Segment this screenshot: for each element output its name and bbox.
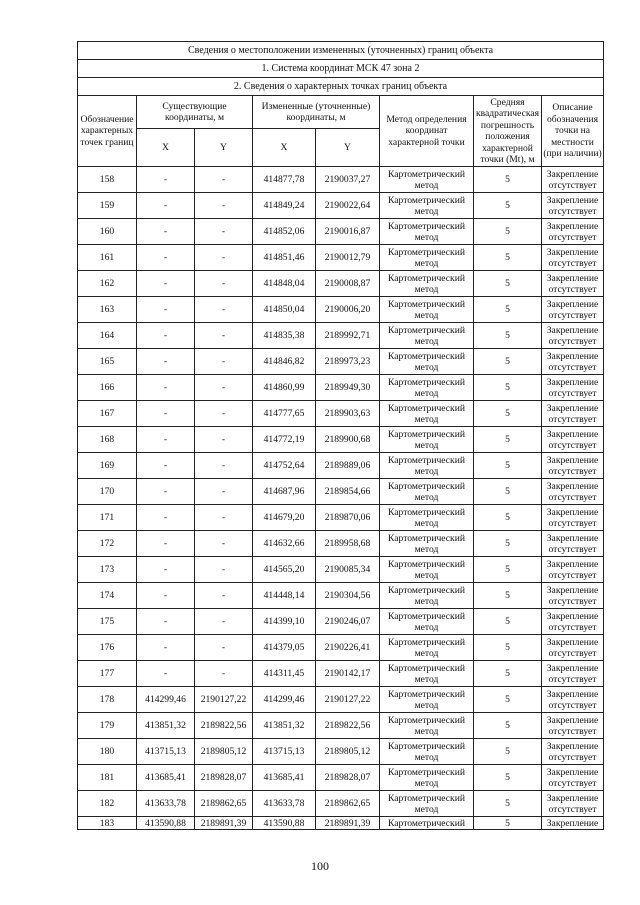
changed-y-cell: 2189958,68 bbox=[316, 531, 380, 557]
point-cell: 167 bbox=[78, 401, 137, 427]
existing-x-cell: - bbox=[137, 531, 195, 557]
method-cell: Картометрический метод bbox=[380, 635, 474, 661]
accuracy-cell: 5 bbox=[474, 557, 542, 583]
method-cell: Картометрический метод bbox=[380, 297, 474, 323]
changed-x-cell: 414632,66 bbox=[253, 531, 316, 557]
table-row bbox=[78, 271, 604, 297]
description-cell: Закрепление отсутствует bbox=[542, 531, 604, 557]
accuracy-cell: 5 bbox=[474, 297, 542, 323]
existing-y-cell: - bbox=[195, 271, 253, 297]
point-cell: 168 bbox=[78, 427, 137, 453]
accuracy-cell: 5 bbox=[474, 531, 542, 557]
header-method: Метод определения координат характерной точки bbox=[380, 96, 474, 167]
description-cell: Закрепление отсутствует bbox=[542, 557, 604, 583]
accuracy-cell: 5 bbox=[474, 401, 542, 427]
changed-y-cell: 2189870,06 bbox=[316, 505, 380, 531]
method-cell: Картометрический метод bbox=[380, 349, 474, 375]
point-cell: 165 bbox=[78, 349, 137, 375]
accuracy-cell: 5 bbox=[474, 661, 542, 687]
changed-y-cell: 2189992,71 bbox=[316, 323, 380, 349]
existing-y-cell: 2189822,56 bbox=[195, 713, 253, 739]
existing-x-cell: - bbox=[137, 505, 195, 531]
table-row bbox=[78, 323, 604, 349]
accuracy-cell: 5 bbox=[474, 453, 542, 479]
header-existing-x: X bbox=[137, 129, 195, 167]
description-cell: Закрепление отсутствует bbox=[542, 635, 604, 661]
description-cell: Закрепление отсутствует bbox=[542, 245, 604, 271]
table-row bbox=[78, 817, 604, 830]
coordinates-table bbox=[77, 41, 604, 830]
point-cell: 164 bbox=[78, 323, 137, 349]
method-cell: Картометрический метод bbox=[380, 739, 474, 765]
description-cell: Закрепление отсутствует bbox=[542, 687, 604, 713]
method-cell: Картометрический метод bbox=[380, 583, 474, 609]
method-cell: Картометрический метод bbox=[380, 661, 474, 687]
existing-x-cell: 413590,88 bbox=[137, 817, 195, 830]
accuracy-cell: 5 bbox=[474, 479, 542, 505]
method-cell: Картометрический метод bbox=[380, 375, 474, 401]
changed-x-cell: 414687,96 bbox=[253, 479, 316, 505]
description-cell: Закрепление отсутствует bbox=[542, 765, 604, 791]
changed-y-cell: 2189900,68 bbox=[316, 427, 380, 453]
table-row bbox=[78, 401, 604, 427]
description-cell: Закрепление отсутствует bbox=[542, 401, 604, 427]
changed-y-cell: 2190085,34 bbox=[316, 557, 380, 583]
changed-y-cell: 2189903,63 bbox=[316, 401, 380, 427]
method-cell: Картометрический метод bbox=[380, 401, 474, 427]
accuracy-cell: 5 bbox=[474, 713, 542, 739]
changed-x-cell: 414565,20 bbox=[253, 557, 316, 583]
changed-x-cell: 413715,13 bbox=[253, 739, 316, 765]
existing-y-cell: - bbox=[195, 453, 253, 479]
description-cell: Закрепление отсутствует bbox=[542, 375, 604, 401]
changed-y-cell: 2190226,41 bbox=[316, 635, 380, 661]
method-cell: Картометрический метод bbox=[380, 557, 474, 583]
description-cell: Закрепление отсутствует bbox=[542, 453, 604, 479]
existing-x-cell: - bbox=[137, 167, 195, 193]
accuracy-cell: 5 bbox=[474, 635, 542, 661]
table-row bbox=[78, 635, 604, 661]
existing-x-cell: - bbox=[137, 453, 195, 479]
accuracy-cell: 5 bbox=[474, 687, 542, 713]
changed-x-cell: 414448,14 bbox=[253, 583, 316, 609]
changed-x-cell: 414777,65 bbox=[253, 401, 316, 427]
header-existing-coordinates: Существующие координаты, м bbox=[137, 96, 253, 129]
description-cell: Закрепление отсутствует bbox=[542, 193, 604, 219]
existing-y-cell: - bbox=[195, 661, 253, 687]
description-cell: Закрепление отсутствует bbox=[542, 505, 604, 531]
existing-y-cell: - bbox=[195, 245, 253, 271]
point-cell: 166 bbox=[78, 375, 137, 401]
table-row bbox=[78, 453, 604, 479]
table-row bbox=[78, 479, 604, 505]
changed-y-cell: 2190304,56 bbox=[316, 583, 380, 609]
changed-x-cell: 414772,19 bbox=[253, 427, 316, 453]
accuracy-cell: 5 bbox=[474, 505, 542, 531]
existing-x-cell: - bbox=[137, 583, 195, 609]
point-cell: 170 bbox=[78, 479, 137, 505]
existing-x-cell: - bbox=[137, 245, 195, 271]
existing-y-cell: - bbox=[195, 427, 253, 453]
changed-y-cell: 2190008,87 bbox=[316, 271, 380, 297]
accuracy-cell: 5 bbox=[474, 817, 542, 830]
point-cell: 181 bbox=[78, 765, 137, 791]
changed-x-cell: 414860,99 bbox=[253, 375, 316, 401]
existing-x-cell: 413851,32 bbox=[137, 713, 195, 739]
method-cell: Картометрический метод bbox=[380, 219, 474, 245]
existing-y-cell: 2189862,65 bbox=[195, 791, 253, 817]
description-cell: Закрепление отсутствует bbox=[542, 219, 604, 245]
accuracy-cell: 5 bbox=[474, 791, 542, 817]
changed-x-cell: 413685,41 bbox=[253, 765, 316, 791]
accuracy-cell: 5 bbox=[474, 219, 542, 245]
description-cell: Закрепление отсутствует bbox=[542, 167, 604, 193]
existing-x-cell: - bbox=[137, 323, 195, 349]
changed-y-cell: 2189889,06 bbox=[316, 453, 380, 479]
changed-y-cell: 2189822,56 bbox=[316, 713, 380, 739]
accuracy-cell: 5 bbox=[474, 167, 542, 193]
point-cell: 172 bbox=[78, 531, 137, 557]
changed-y-cell: 2189828,07 bbox=[316, 765, 380, 791]
point-cell: 176 bbox=[78, 635, 137, 661]
description-cell: Закрепление отсутствует bbox=[542, 349, 604, 375]
existing-y-cell: - bbox=[195, 609, 253, 635]
header-changed-x: X bbox=[253, 129, 316, 167]
changed-x-cell: 414849,24 bbox=[253, 193, 316, 219]
changed-y-cell: 2190127,22 bbox=[316, 687, 380, 713]
existing-y-cell: - bbox=[195, 505, 253, 531]
point-cell: 158 bbox=[78, 167, 137, 193]
existing-x-cell: - bbox=[137, 297, 195, 323]
existing-x-cell: - bbox=[137, 349, 195, 375]
existing-x-cell: - bbox=[137, 219, 195, 245]
method-cell: Картометрический метод bbox=[380, 687, 474, 713]
changed-y-cell: 2190037,27 bbox=[316, 167, 380, 193]
existing-x-cell: 413685,41 bbox=[137, 765, 195, 791]
table-row bbox=[78, 349, 604, 375]
changed-x-cell: 414877,78 bbox=[253, 167, 316, 193]
accuracy-cell: 5 bbox=[474, 609, 542, 635]
existing-y-cell: - bbox=[195, 219, 253, 245]
description-cell: Закрепление отсутствует bbox=[542, 583, 604, 609]
changed-x-cell: 414399,10 bbox=[253, 609, 316, 635]
description-cell: Закрепление отсутствует bbox=[542, 739, 604, 765]
existing-x-cell: - bbox=[137, 375, 195, 401]
changed-x-cell: 414311,45 bbox=[253, 661, 316, 687]
changed-y-cell: 2190012,79 bbox=[316, 245, 380, 271]
method-cell: Картометрический метод bbox=[380, 167, 474, 193]
table-row bbox=[78, 791, 604, 817]
changed-x-cell: 414846,82 bbox=[253, 349, 316, 375]
point-cell: 173 bbox=[78, 557, 137, 583]
point-cell: 162 bbox=[78, 271, 137, 297]
existing-x-cell: - bbox=[137, 427, 195, 453]
existing-y-cell: 2189828,07 bbox=[195, 765, 253, 791]
point-cell: 174 bbox=[78, 583, 137, 609]
table-row bbox=[78, 505, 604, 531]
changed-y-cell: 2190022,64 bbox=[316, 193, 380, 219]
description-cell: Закрепление отсутствует bbox=[542, 661, 604, 687]
changed-y-cell: 2189854,66 bbox=[316, 479, 380, 505]
description-cell: Закрепление отсутствует bbox=[542, 713, 604, 739]
page-number: 100 bbox=[311, 859, 329, 873]
changed-x-cell: 413633,78 bbox=[253, 791, 316, 817]
existing-y-cell: - bbox=[195, 635, 253, 661]
existing-y-cell: 2189891,39 bbox=[195, 817, 253, 830]
method-cell: Картометрический метод bbox=[380, 713, 474, 739]
changed-x-cell: 414679,20 bbox=[253, 505, 316, 531]
accuracy-cell: 5 bbox=[474, 271, 542, 297]
existing-y-cell: - bbox=[195, 167, 253, 193]
table-row bbox=[78, 531, 604, 557]
table-row bbox=[78, 583, 604, 609]
method-cell: Картометрический метод bbox=[380, 765, 474, 791]
point-cell: 179 bbox=[78, 713, 137, 739]
changed-y-cell: 2190016,87 bbox=[316, 219, 380, 245]
point-cell: 182 bbox=[78, 791, 137, 817]
point-cell: 183 bbox=[78, 817, 137, 830]
table-row bbox=[78, 713, 604, 739]
changed-x-cell: 414851,46 bbox=[253, 245, 316, 271]
description-cell: Закрепление отсутствует bbox=[542, 609, 604, 635]
method-cell: Картометрический метод bbox=[380, 193, 474, 219]
table-row bbox=[78, 427, 604, 453]
point-cell: 171 bbox=[78, 505, 137, 531]
existing-x-cell: 413715,13 bbox=[137, 739, 195, 765]
accuracy-cell: 5 bbox=[474, 323, 542, 349]
changed-x-cell: 414835,38 bbox=[253, 323, 316, 349]
existing-y-cell: - bbox=[195, 375, 253, 401]
existing-x-cell: - bbox=[137, 609, 195, 635]
point-cell: 159 bbox=[78, 193, 137, 219]
table-row bbox=[78, 193, 604, 219]
existing-y-cell: 2189805,12 bbox=[195, 739, 253, 765]
existing-y-cell: - bbox=[195, 193, 253, 219]
changed-x-cell: 413590,88 bbox=[253, 817, 316, 830]
existing-x-cell: - bbox=[137, 635, 195, 661]
changed-y-cell: 2190142,17 bbox=[316, 661, 380, 687]
changed-x-cell: 414848,04 bbox=[253, 271, 316, 297]
table-row bbox=[78, 765, 604, 791]
table-row bbox=[78, 297, 604, 323]
description-cell: Закрепление отсутствует bbox=[542, 271, 604, 297]
header-existing-y: Y bbox=[195, 129, 253, 167]
points-section-caption: 2. Сведения о характерных точках границ объекта bbox=[78, 78, 604, 96]
accuracy-cell: 5 bbox=[474, 583, 542, 609]
table-row bbox=[78, 687, 604, 713]
table-row bbox=[78, 661, 604, 687]
existing-x-cell: 413633,78 bbox=[137, 791, 195, 817]
description-cell: Закрепление bbox=[542, 817, 604, 830]
method-cell: Картометрический метод bbox=[380, 531, 474, 557]
changed-y-cell: 2190246,07 bbox=[316, 609, 380, 635]
accuracy-cell: 5 bbox=[474, 193, 542, 219]
existing-y-cell: - bbox=[195, 297, 253, 323]
header-changed-y: Y bbox=[316, 129, 380, 167]
existing-y-cell: - bbox=[195, 531, 253, 557]
point-cell: 160 bbox=[78, 219, 137, 245]
method-cell: Картометрический bbox=[380, 817, 474, 830]
existing-x-cell: - bbox=[137, 661, 195, 687]
method-cell: Картометрический метод bbox=[380, 791, 474, 817]
point-cell: 180 bbox=[78, 739, 137, 765]
existing-y-cell: - bbox=[195, 557, 253, 583]
description-cell: Закрепление отсутствует bbox=[542, 323, 604, 349]
changed-y-cell: 2189973,23 bbox=[316, 349, 380, 375]
existing-y-cell: - bbox=[195, 401, 253, 427]
point-cell: 161 bbox=[78, 245, 137, 271]
changed-x-cell: 414379,05 bbox=[253, 635, 316, 661]
existing-x-cell: 414299,46 bbox=[137, 687, 195, 713]
changed-y-cell: 2189891,39 bbox=[316, 817, 380, 830]
table-row bbox=[78, 219, 604, 245]
table-row bbox=[78, 609, 604, 635]
point-cell: 163 bbox=[78, 297, 137, 323]
table-row bbox=[78, 245, 604, 271]
description-cell: Закрепление отсутствует bbox=[542, 479, 604, 505]
changed-y-cell: 2190006,20 bbox=[316, 297, 380, 323]
method-cell: Картометрический метод bbox=[380, 505, 474, 531]
point-cell: 169 bbox=[78, 453, 137, 479]
accuracy-cell: 5 bbox=[474, 427, 542, 453]
description-cell: Закрепление отсутствует bbox=[542, 427, 604, 453]
point-cell: 175 bbox=[78, 609, 137, 635]
existing-x-cell: - bbox=[137, 557, 195, 583]
coordinate-system-caption: 1. Система координат МСК 47 зона 2 bbox=[78, 60, 604, 78]
accuracy-cell: 5 bbox=[474, 375, 542, 401]
changed-x-cell: 413851,32 bbox=[253, 713, 316, 739]
existing-x-cell: - bbox=[137, 479, 195, 505]
method-cell: Картометрический метод bbox=[380, 453, 474, 479]
description-cell: Закрепление отсутствует bbox=[542, 791, 604, 817]
method-cell: Картометрический метод bbox=[380, 479, 474, 505]
accuracy-cell: 5 bbox=[474, 765, 542, 791]
header-changed-coordinates: Измененные (уточненные) координаты, м bbox=[253, 96, 380, 129]
changed-x-cell: 414852,06 bbox=[253, 219, 316, 245]
header-accuracy: Средняя квадратическая погрешность положения характерной точки (Mt), м bbox=[474, 96, 542, 167]
header-description: Описание обозначения точки на местности (при наличии) bbox=[542, 96, 604, 167]
existing-y-cell: 2190127,22 bbox=[195, 687, 253, 713]
changed-y-cell: 2189949,30 bbox=[316, 375, 380, 401]
point-cell: 178 bbox=[78, 687, 137, 713]
changed-y-cell: 2189805,12 bbox=[316, 739, 380, 765]
existing-y-cell: - bbox=[195, 323, 253, 349]
method-cell: Картометрический метод bbox=[380, 245, 474, 271]
table-row bbox=[78, 557, 604, 583]
table-row bbox=[78, 167, 604, 193]
method-cell: Картометрический метод bbox=[380, 323, 474, 349]
changed-x-cell: 414850,04 bbox=[253, 297, 316, 323]
existing-x-cell: - bbox=[137, 193, 195, 219]
table-row bbox=[78, 375, 604, 401]
changed-x-cell: 414752,64 bbox=[253, 453, 316, 479]
existing-y-cell: - bbox=[195, 349, 253, 375]
existing-x-cell: - bbox=[137, 271, 195, 297]
header-point: Обозначение характерных точек границ bbox=[78, 96, 137, 167]
method-cell: Картометрический метод bbox=[380, 271, 474, 297]
changed-y-cell: 2189862,65 bbox=[316, 791, 380, 817]
existing-y-cell: - bbox=[195, 479, 253, 505]
table-title: Сведения о местоположении измененных (уточненных) границ объекта bbox=[78, 42, 604, 60]
method-cell: Картометрический метод bbox=[380, 427, 474, 453]
existing-y-cell: - bbox=[195, 583, 253, 609]
method-cell: Картометрический метод bbox=[380, 609, 474, 635]
accuracy-cell: 5 bbox=[474, 245, 542, 271]
point-cell: 177 bbox=[78, 661, 137, 687]
changed-x-cell: 414299,46 bbox=[253, 687, 316, 713]
table-row bbox=[78, 739, 604, 765]
accuracy-cell: 5 bbox=[474, 349, 542, 375]
accuracy-cell: 5 bbox=[474, 739, 542, 765]
existing-x-cell: - bbox=[137, 401, 195, 427]
description-cell: Закрепление отсутствует bbox=[542, 297, 604, 323]
